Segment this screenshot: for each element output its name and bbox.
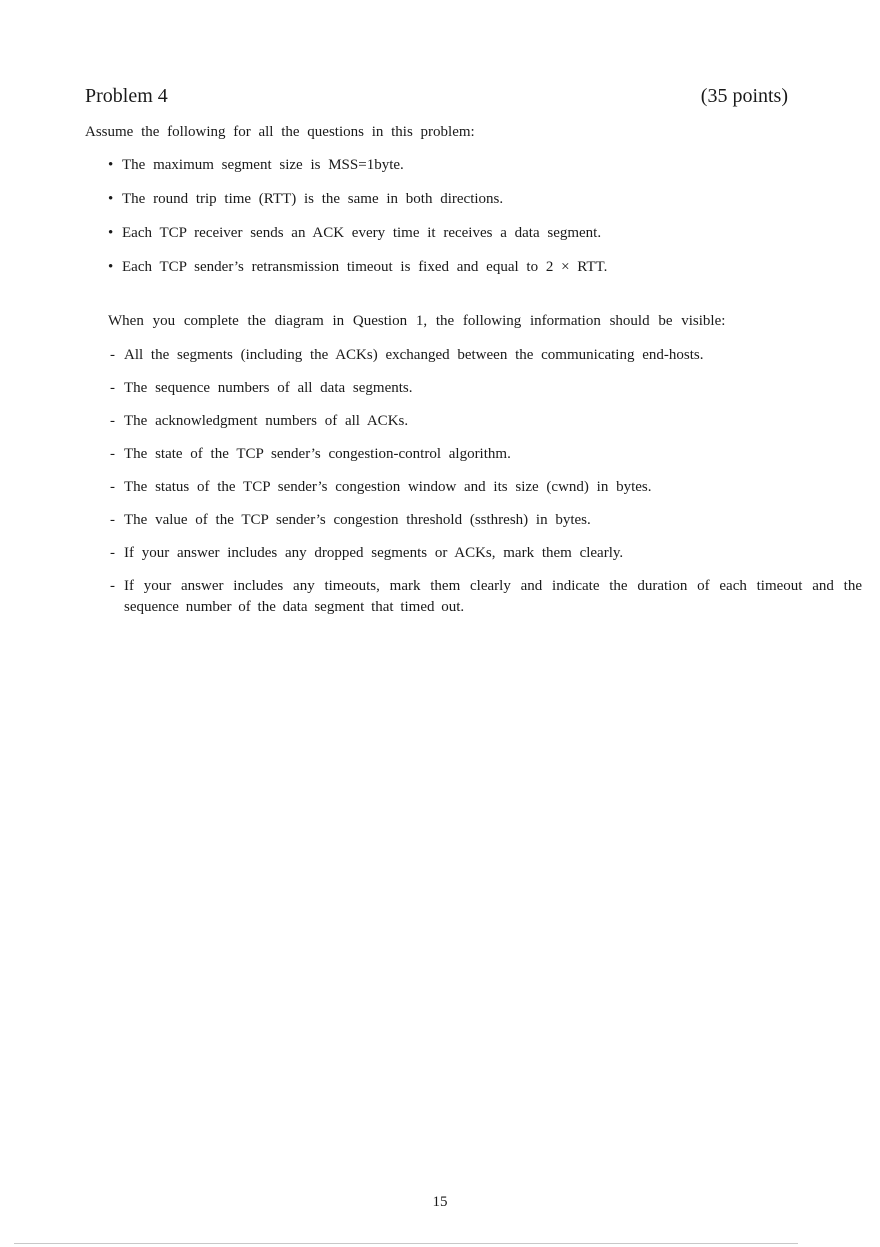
requirements-lead-text: When you complete the diagram in Question 1, the following information should be visible: xyxy=(108,313,726,329)
dash-marker: - xyxy=(110,512,115,528)
bullet-marker: • xyxy=(108,191,114,207)
assumption-text: Each TCP sender’s retransmission timeout is fixed and equal to 2 × RTT. xyxy=(122,259,608,275)
bullet-marker: • xyxy=(108,225,114,241)
requirement-item xyxy=(110,345,862,365)
requirement-text: The status of the TCP sender’s congestion window and its size (cwnd) in bytes. xyxy=(124,479,652,495)
requirement-item xyxy=(110,543,862,563)
requirement-text: The state of the TCP sender’s congestion-control algorithm. xyxy=(124,446,511,462)
assumption-text: The round trip time (RTT) is the same in both directions. xyxy=(122,191,504,207)
requirement-item xyxy=(110,576,862,618)
dash-marker: - xyxy=(110,446,115,462)
requirement-item xyxy=(110,510,862,530)
dash-marker: - xyxy=(110,347,115,363)
assumption-text: The maximum segment size is MSS=1byte. xyxy=(122,157,404,173)
problem-title: Problem 4 xyxy=(85,85,168,107)
intro-text: Assume the following for all the questions in this problem: xyxy=(85,124,475,140)
bullet-marker: • xyxy=(108,259,114,275)
assumption-item xyxy=(108,189,607,223)
requirement-text: If your answer includes any dropped segments or ACKs, mark them clearly. xyxy=(124,545,624,561)
requirement-item xyxy=(110,477,862,497)
requirement-item xyxy=(110,378,862,398)
requirement-text: The value of the TCP sender’s congestion threshold (ssthresh) in bytes. xyxy=(124,512,591,528)
assumption-item xyxy=(108,223,607,257)
assumption-text: Each TCP receiver sends an ACK every time it receives a data segment. xyxy=(122,225,602,241)
assumption-item xyxy=(108,257,607,291)
dash-marker: - xyxy=(110,545,115,561)
requirement-text: If your answer includes any timeouts, mark them clearly and indicate the duration of each timeout and the sequence number of the data segment that timed out. xyxy=(124,578,862,615)
dash-marker: - xyxy=(110,380,115,396)
page-number: 15 xyxy=(432,1194,448,1210)
dash-marker: - xyxy=(110,413,115,429)
assumptions-list xyxy=(108,155,607,291)
requirement-text: All the segments (including the ACKs) exchanged between the communicating end-hosts. xyxy=(124,347,704,363)
requirements-list xyxy=(110,345,862,631)
footer-divider xyxy=(14,1243,798,1244)
dash-marker: - xyxy=(110,479,115,495)
requirement-text: The sequence numbers of all data segments. xyxy=(124,380,413,396)
dash-marker: - xyxy=(110,578,115,594)
requirement-item xyxy=(110,444,862,464)
problem-points: (35 points) xyxy=(700,85,788,107)
requirement-item xyxy=(110,411,862,431)
assumption-item xyxy=(108,155,607,189)
problem-header xyxy=(85,84,788,110)
requirement-text: The acknowledgment numbers of all ACKs. xyxy=(124,413,409,429)
bullet-marker: • xyxy=(108,157,114,173)
